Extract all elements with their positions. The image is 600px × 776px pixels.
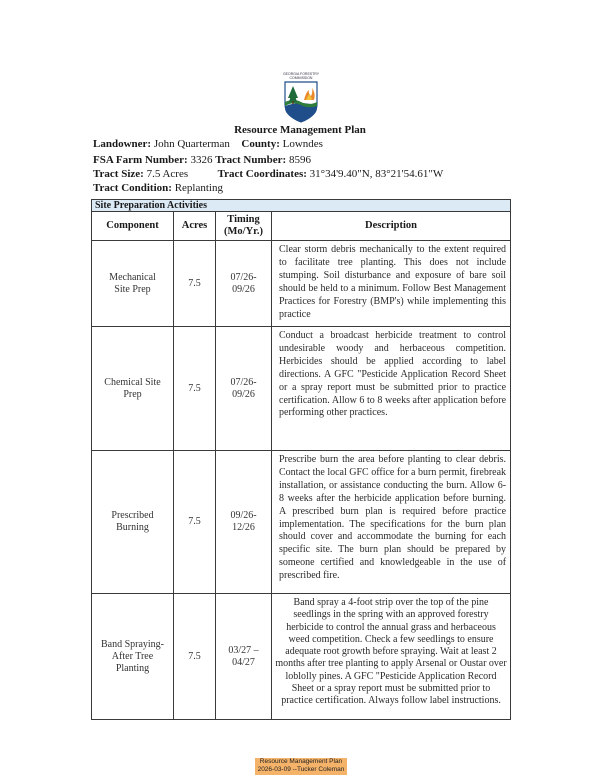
row-component-line: Site Prep [114,283,151,295]
tract-coordinates-value: 31°34'9.40"N, 83°21'54.61"W [309,168,444,180]
info-line-landowner [93,138,323,150]
row-timing [216,451,272,594]
row-component-line: Burning [116,522,149,533]
row-component [92,241,174,327]
document-title: Resource Management Plan [234,124,366,136]
tract-size-label: Tract Size: [93,168,144,180]
site-preparation-table [91,199,511,720]
tract-number-value: 8596 [288,154,311,166]
fsa-farm-number-label: FSA Farm Number: [93,154,188,166]
row-timing-line: 09/26 [232,388,255,400]
header-description: Description [272,212,511,241]
row-component-line: Prescribed [111,510,154,521]
info-line-fsa [93,154,311,166]
table-header-row [92,212,511,241]
header-acres: Acres [174,212,216,241]
header-timing-line2: (Mo/Yr.) [224,226,263,237]
row-description: Conduct a broadcast herbicide treatment to control undesirable woody and herbaceous competition. Herbicides should be applied according to label directions. A GFC "Pesticide Application Record Sheet or a spray report must be submitted prior to practice certification. Allow 6 to 8 weeks after application before performing other practices. [272,327,511,451]
fsa-farm-number-value: 3326 [190,154,213,166]
info-line-tract-condition [93,182,223,194]
row-component [92,327,174,451]
row-timing [216,241,272,327]
row-component-line: Planting [115,662,150,674]
county-label: County: [241,138,280,150]
row-component [92,594,174,720]
logo-caption-bottom: COMMISSION [289,76,313,80]
row-timing-line: 03/27 – [228,644,259,656]
row-timing [216,594,272,720]
table-row [92,241,511,327]
row-acres: 7.5 [174,594,216,720]
header-timing [216,212,272,241]
row-component-line: Band Spraying- [100,638,165,650]
row-timing-line: 09/26- [230,510,257,521]
section-header: Site Preparation Activities [92,200,511,212]
row-description: Band spray a 4-foot strip over the top of the pine seedlings in the spring with an approved forestry herbicide to control the annual grass and herbaceous weed competition. Check a few seedlings to ensure adequate root growth before spraying. Wait at least 2 months after tree planting to apply Arsenal or Oustar over loblolly pines. A GFC "Pesticide Application Record Sheet or a spray report must be submitted prior to practice certification. Always follow label instructions. [272,594,511,720]
row-timing-line: 12/26 [232,522,255,533]
tract-number-label: Tract Number: [215,154,287,166]
row-component-line: Prep [123,388,142,400]
row-component [92,451,174,594]
footer-stamp [255,758,347,775]
row-description: Clear storm debris mechanically to the extent required to facilitate tree planting. This does not include stumping. Soil disturbance and exposure of bare soil should be held to a minimum. Follow Best Management Practices for Forestry (BMP's) while implementing this practice [272,241,511,327]
footer-line2: 2026-03-09 --Tucker Coleman [257,766,345,773]
row-description: Prescribe burn the area before planting to clear debris. Contact the local GFC office for a burn permit, firebreak installation, or assistance conducting the burn. Allow 6-8 weeks after the herbicide application before burning. A prescribed burn plan is required before practice implementation. The specifications for the burn plan should cover and accommodate the burning for each specific site. The burn plan should be prepared by someone certified and knowledgeable in the use of prescribed fire. [272,451,511,594]
row-acres: 7.5 [174,241,216,327]
row-component-line: After Tree [111,650,154,662]
county-value: Lowndes [282,138,323,150]
table-row [92,327,511,451]
info-line-tract-size [93,168,443,180]
tract-size-value: 7.5 Acres [146,168,189,180]
table-row [92,594,511,720]
georgia-forestry-logo [282,78,320,126]
row-timing-line: 04/27 [232,656,255,668]
logo-caption-top: GEORGIA FORESTRY [282,72,320,76]
row-timing [216,327,272,451]
tract-condition-value: Replanting [174,182,223,194]
landowner-label: Landowner: [93,138,152,150]
row-component-line: Chemical Site [104,376,161,388]
tract-coordinates-label: Tract Coordinates: [217,168,307,180]
row-acres: 7.5 [174,327,216,451]
row-timing-line: 07/26- [230,376,257,388]
row-component-line: Mechanical [109,271,156,283]
footer-line1: Resource Management Plan [259,758,343,765]
row-acres: 7.5 [174,451,216,594]
table-row [92,451,511,594]
row-timing-line: 09/26 [232,283,255,295]
header-component: Component [92,212,174,241]
landowner-value: John Quarterman [153,138,230,150]
tract-condition-label: Tract Condition: [93,182,172,194]
header-timing-line1: Timing [227,214,260,225]
row-timing-line: 07/26- [230,271,257,283]
